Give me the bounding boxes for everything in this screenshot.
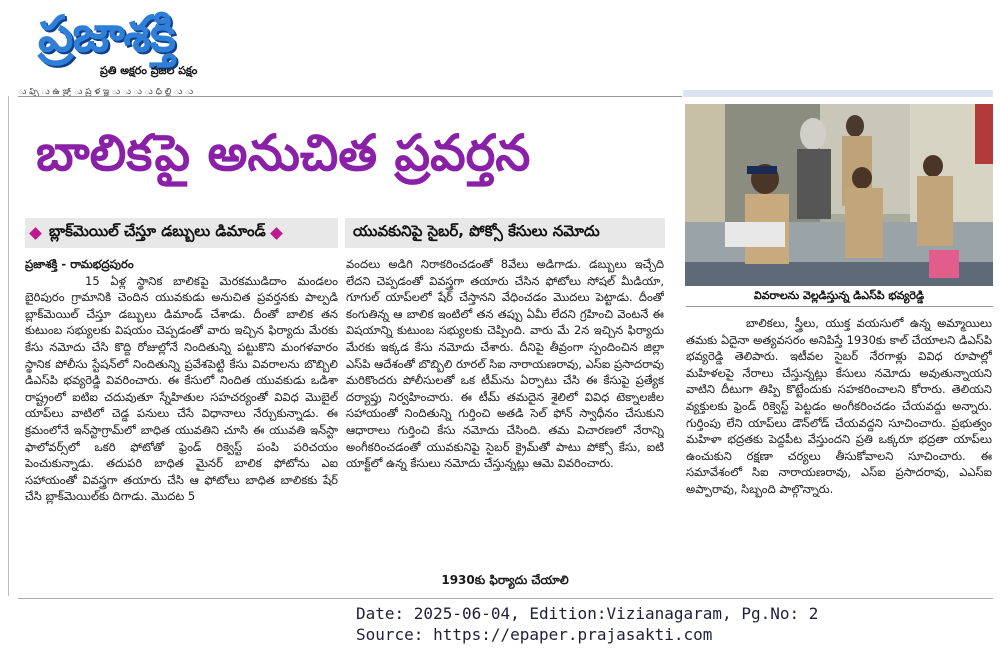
right-column-header-bar <box>683 90 993 97</box>
column-3-body: బాలికలు, స్త్రీలు, యుక్త వయసులో ఉన్న అమ్మాయిలు తమకు ఏదైనా అత్యవసరం అనిపిస్తే 1930కు కాల్ చేయాలని డిఎస్‌పి భవ్యరెడ్డి తెలిపారు. ఇటీవల సైబర్ నేరగాళ్లు వివిధ రూపాల్లో మహిళలపై నేరాలు చేస్తున్నట్లు కేసులు నమోదు అవుతున్నాయని వాటిని దీటుగా తిప్పి కొట్టేందుకు సహకరించాలని కోరారు. తెలియని వ్యక్తులకు ఫ్రెండ్ రిక్వెస్ట్ పెట్టడం అంగీకరించడం చేయవద్దు అన్నారు. గుర్తింపు లేని యాప్‌లు డౌన్‌లోడ్ చేయవద్దని సూచించారు. ప్రభుత్వం మహిళా భద్రతకు పెద్దపీట వేస్తుందని ప్రతి ఒక్కరూ భద్రతా యాప్‌లు ఉంచుకుని రక్షణా చర్యలు తీసుకోవాలని సూచించారు. ఈ సమావేశంలో సిఐ నారాయణరావు, ఎస్ఐ ప్రసాదరావు, ఎఎస్ఐ అప్పారావు, సిబ్బంది పాల్గొన్నారు. <box>686 316 992 496</box>
article-headline: బాలికపై అనుచిత ప్రవర్తన <box>36 124 531 182</box>
bottom-divider <box>18 598 993 599</box>
caption-divider <box>686 306 993 307</box>
masthead-logo <box>38 4 283 84</box>
article-column-2 <box>346 256 664 574</box>
article-column-3 <box>686 315 992 575</box>
photo-caption: వివరాలను వెల్లడిస్తున్న డిఎస్‌పి భవ్యరెడ్డి <box>753 289 925 302</box>
column-1-body: 15 ఏళ్ల స్థానిక బాలికపై మెరకముడిదాం మండలం బైరిపురం గ్రామానికి చెందిన యువకుడు అనుచిత ప్రవర్తనకు పాల్పడి బ్లాక్‌మెయిల్ చేస్తూ డబ్బులు డిమాండ్ చేశాడు. దీంతో బాలిక తన కుటుంబ సభ్యులకు విషయం చెప్పడంతో వారు ఇచ్చిన ఫిర్యాదు మేరకు కేసు నమోదు చేసి కొద్ది రోజుల్లోనే నిందితున్ని పట్టుకొని మంగళవారం స్థానిక పోలీసు స్టేషన్‌లో నిందితున్ని ప్రవేశపెట్టి కేసు వివరాలను బొబ్బిలి డిఎస్‌పి భవ్యరెడ్డి వివరించారు. ఈ కేసులో నిందిత యువకుడు ఒడిశా రాష్ట్రంలో ఐటిఐ చదువుతూ స్నేహితుల సహచర్యంతో వివిధ మొబైల్ యాప్‌లు వాటిలో చెడ్డ పనులు చేసే విధానాలు నేర్చుకున్నాడు. ఈ క్రమంలోనే ఇన్‌స్టాగ్రామ్‌లో బాధిత యువతిని చూసి ఈ యువతి ఇన్‌స్టా ఫాలోవర్స్‌లో ఒకరి ఫోటోతో ఫ్రెండ్ రిక్వెస్ట్ పంపి పరిచయం పెంచుకున్నాడు. తదుపరి బాధిత మైనర్ బాలిక ఫోటోను ఎఐ సహాయంతో వివస్త్రగా తయారు చేసి ఆ ఫోటోలు బాధిత బాలికకు షేర్ చేసి బ్లాక్‌మెయిల్‌కు దిగాడు. మొదట 5 <box>25 273 338 504</box>
subheading-right-text: యువకునిపై సైబర్, పోక్సో కేసులు నమోదు <box>353 222 600 240</box>
diamond-bullet-icon <box>270 227 283 240</box>
crosshead: 1930కు ఫిర్యాదు చేయాలి <box>441 573 569 587</box>
cropped-previous-text: ు ఫ్స్ ు ఉ ఞ్ర్ ు ప్ర ళ ఇ్ల ు ు ు ు ధ్ ల్లి ు ు <box>18 88 194 96</box>
subheading-right <box>345 218 665 248</box>
left-margin-rule <box>8 96 9 596</box>
dateline: ప్రజాశక్తి - రామభద్రపురం <box>25 257 134 271</box>
subheading-left-text: బ్లాక్‌మెయిల్ చేస్తూ డబ్బులు డిమాండ్ <box>49 222 266 240</box>
logo-tagline: ప్రతి అక్షరం ప్రజల పక్షం <box>100 64 198 77</box>
logo-text: ప్రజాశక్తి <box>38 5 175 63</box>
footer-source-line: Source: https://epaper.prajasakti.com <box>356 625 713 644</box>
top-divider <box>18 96 682 97</box>
column-2-body: వందలు అడిగి నిరాకరించడంతో 8వేలు అడిగాడు. డబ్బులు ఇచ్చేది లేదని చెప్పడంతో వివస్త్రగా తయారు చేసిన ఫోటోలు సోషల్ మీడియా, గూగుల్ యాప్‌లలో షేర్ చేస్తానని వేధించడం మొదలు పెట్టాడు. దీంతో కంగుతిన్న ఆ బాలిక ఇంటిలో తన తప్పు ఏమీ లేదని గ్రహించి వెంటనే ఈ విషయాన్ని కుటుంబ సభ్యులకు చెప్పింది. వారు మే 2న ఇచ్చిన ఫిర్యాదు మేరకు ఇక్కడ కేసు నమోదు చేశారు. దీనిపై తీవ్రంగా స్పందించిన జిల్లా ఎస్‌పి ఆదేశంతో బొబ్బిలి రూరల్ సిఐ నారాయణరావు, ఎస్ఐ ప్రసాదరావు మరికొందరు పోలీసులతో ఒక టీమ్‌ను ఏర్పాటు చేసి ఈ కేసుపై ప్రత్యేక దర్యాప్తు నిర్వహించారు. ఈ టీమ్ తమదైన శైలిలో వివిధ టెక్నాలజీల సహాయంతో నిందితున్ని గుర్తించి అతడి సెల్ ఫోన్ స్వాధీనం చేసుకుని ఆధారాలు గుర్తించి కేసు నమోదు చేసింది. తమ విచారణలో నేరాన్ని అంగీకరించడంతో యువకునిపై సైబర్ క్రైమ్‌తో పాటు పోక్సో కేసు, ఐటి యాక్ట్‌లో ఉన్న కేసులు నమోదు చేస్తున్నట్లు ఆమె వివరించారు. <box>346 257 664 471</box>
footer-date-line: Date: 2025-06-04, Edition:Vizianagaram, Pg.No: 2 <box>356 604 819 623</box>
edition-footer <box>356 603 818 645</box>
diamond-bullet-icon <box>29 227 42 240</box>
subheading-left <box>25 218 338 248</box>
news-photo <box>685 104 993 286</box>
police-briefing-photo <box>685 104 993 286</box>
article-column-1 <box>25 256 338 588</box>
